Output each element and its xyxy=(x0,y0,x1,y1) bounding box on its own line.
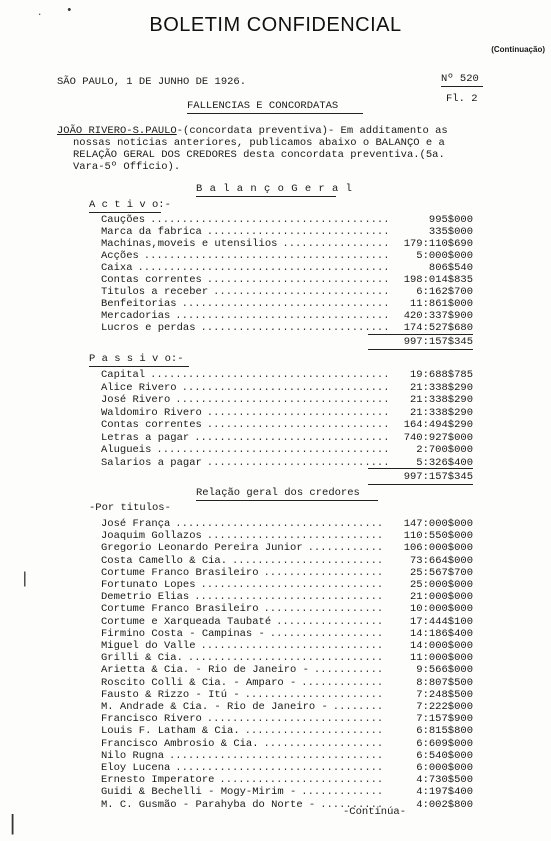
asset-row xyxy=(101,310,473,322)
creditor-row-amount: 4:197$400 xyxy=(416,786,473,799)
creditor-row xyxy=(101,786,473,798)
balance-title: B a l a n ç o G e r a l xyxy=(196,183,353,195)
creditor-row-amount: 73:664$000 xyxy=(409,554,473,567)
creditor-row-label: Costa Camello & Cia. xyxy=(101,554,228,567)
liability-row-amount: 164:494$290 xyxy=(403,419,473,431)
creditor-row-label: Cortume Franco Brasileiro xyxy=(101,603,259,616)
dot-leader: ...................... xyxy=(244,688,384,701)
liabilities-total: 997:157$345 xyxy=(403,471,473,483)
creditor-row-label: Ernesto Imperatore xyxy=(101,774,215,787)
creditor-row-label: Firmino Costa - Campinas - xyxy=(101,627,265,640)
creditor-row xyxy=(101,713,473,725)
assets-total-underline xyxy=(368,349,473,350)
dot-leader: ........................ xyxy=(232,554,384,567)
dot-leader: ............................. xyxy=(206,419,390,431)
liabilities-sum-rule xyxy=(368,468,473,469)
asset-row-amount: 420:337$900 xyxy=(403,310,473,322)
scan-mark: • xyxy=(66,5,73,17)
creditor-row xyxy=(101,701,473,713)
liability-row-amount: 21:338$290 xyxy=(409,406,473,419)
dot-leader: ............................. xyxy=(200,579,384,591)
creditors-title-underline xyxy=(196,500,378,501)
scan-mark: | xyxy=(20,570,30,588)
number-underline xyxy=(441,86,483,87)
asset-row xyxy=(101,274,473,286)
liability-row xyxy=(101,432,473,444)
assets-heading-underline xyxy=(89,212,161,213)
dot-leader: ............ xyxy=(307,542,384,555)
creditors-subheading: -Por titulos- xyxy=(89,502,171,514)
creditor-row-label: Gregorio Leonardo Pereira Junior xyxy=(101,542,303,555)
dot-leader: ............................ xyxy=(213,286,390,298)
dot-leader: ...................................... xyxy=(150,369,390,381)
creditor-row xyxy=(101,725,473,737)
creditor-row xyxy=(101,591,473,603)
liability-row-amount: 5:326$400 xyxy=(416,456,473,469)
liability-row-label: Alugueis xyxy=(101,444,152,456)
dot-leader: ................................. xyxy=(181,381,390,394)
dot-leader: ........ xyxy=(332,701,384,713)
asset-row xyxy=(101,250,473,262)
scan-mark: | xyxy=(6,812,20,837)
liabilities-heading: P a s s i v o:- xyxy=(89,353,184,365)
creditor-row-label: Cortume Franco Brasileiro xyxy=(101,566,259,579)
liability-row-amount: 19:688$785 xyxy=(409,369,473,381)
creditor-row-amount: 6:540$000 xyxy=(416,749,473,762)
creditor-row-amount: 4:730$500 xyxy=(416,774,473,787)
asset-row-label: Marca da fabrica xyxy=(101,226,202,238)
dot-leader: ............................. xyxy=(206,456,390,469)
creditor-row-label: Francisco Ambrosio & Cia. xyxy=(101,737,259,750)
intro-subject: JOÃO RIVERO-S.PAULO xyxy=(57,125,177,137)
creditor-row xyxy=(101,579,473,591)
creditor-row xyxy=(101,799,473,811)
dot-leader: ............................. xyxy=(200,640,384,652)
liabilities-heading-underline xyxy=(89,366,189,367)
creditor-row-label: Joaquim Gollazos xyxy=(101,530,202,543)
creditor-row xyxy=(101,555,473,567)
assets-sum-rule xyxy=(368,334,473,335)
creditor-row xyxy=(101,567,473,579)
asset-row xyxy=(101,322,473,334)
creditor-row xyxy=(101,750,473,762)
section-title: FALLENCIAS E CONCORDATAS xyxy=(187,100,339,112)
dot-leader: .............................. xyxy=(200,322,390,334)
creditor-row-amount: 14:000$000 xyxy=(409,640,473,652)
creditor-row-label: Francisco Rivero xyxy=(101,713,202,726)
creditor-row-amount: 7:222$000 xyxy=(416,701,473,713)
balance-title-underline xyxy=(196,196,336,197)
dot-leader: .................................. xyxy=(169,749,384,762)
dot-leader: .............................. xyxy=(194,591,384,604)
asset-row-label: Contas correntes xyxy=(101,274,202,286)
liability-row-amount: 21:338$290 xyxy=(409,381,473,394)
dot-leader: ............................... xyxy=(194,431,390,444)
assets-total: 997:157$345 xyxy=(403,336,473,348)
creditor-row xyxy=(101,542,473,554)
liability-row xyxy=(101,457,473,469)
dot-leader: .......... xyxy=(320,798,384,811)
continues-footer: -Continúa- xyxy=(343,806,407,818)
dot-leader: ................................. xyxy=(181,298,390,310)
creditor-row-amount: 106:000$000 xyxy=(403,542,473,555)
creditor-row xyxy=(101,603,473,615)
asset-row-amount: 5:000$000 xyxy=(416,250,473,262)
creditor-row-amount: 25:000$000 xyxy=(409,579,473,591)
creditor-row-amount: 7:157$900 xyxy=(416,713,473,726)
creditor-row xyxy=(101,762,473,774)
creditor-row xyxy=(101,774,473,786)
intro-line-3: RELAÇÃO GERAL DOS CREDORES desta concordata preventiva.(5a. xyxy=(73,149,445,161)
creditor-row xyxy=(101,677,473,689)
dot-leader: ........................................ xyxy=(137,262,390,274)
creditor-row-label: Grilli & Cia. xyxy=(101,652,183,665)
asset-row-label: Titulos a receber xyxy=(101,286,209,298)
asset-row-label: Cauções xyxy=(101,214,146,226)
dot-leader: ................................. xyxy=(175,518,384,530)
creditor-row-amount: 6:000$000 xyxy=(416,762,473,774)
place-date: SÃO PAULO, 1 DE JUNHO DE 1926. xyxy=(57,76,247,88)
asset-row-amount: 335$000 xyxy=(428,226,473,238)
creditor-row-label: Arietta & Cia. - Rio de Janeiro - xyxy=(101,664,309,677)
liability-row-label: Alice Rivero xyxy=(101,381,177,394)
asset-row xyxy=(101,226,473,238)
liability-row xyxy=(101,407,473,419)
liability-row xyxy=(101,382,473,394)
sheet-number: Fl. 2 xyxy=(446,93,478,105)
creditor-row xyxy=(101,689,473,701)
liability-row-amount: 740:927$000 xyxy=(403,431,473,444)
dot-leader: ............................. xyxy=(206,274,390,286)
creditor-row-amount: 8:807$500 xyxy=(416,676,473,689)
asset-row-label: Benfeitorias xyxy=(101,298,177,310)
creditor-row-label: Eloy Lucena xyxy=(101,762,171,774)
dot-leader: ..................................... xyxy=(156,444,390,456)
creditor-row-label: Louis F. Latham & Cia. xyxy=(101,725,240,738)
asset-row-amount: 174:527$680 xyxy=(403,322,473,334)
dot-leader: ............................... xyxy=(187,652,384,665)
liability-row-label: Waldomiro Rivero xyxy=(101,406,202,419)
asset-row-amount: 11:861$000 xyxy=(409,298,473,310)
creditor-row xyxy=(101,652,473,664)
dot-leader: ............................ xyxy=(206,530,384,543)
asset-row xyxy=(101,298,473,310)
asset-row xyxy=(101,262,473,274)
dot-leader: ................... xyxy=(263,603,384,616)
dot-leader: ................. xyxy=(282,238,390,250)
dot-leader: ............. xyxy=(301,676,384,689)
asset-row-amount: 179:110$690 xyxy=(403,238,473,250)
dot-leader: ................................. xyxy=(175,762,384,774)
creditor-row-amount: 14:186$400 xyxy=(409,627,473,640)
section-title-underline xyxy=(187,113,363,114)
creditor-row xyxy=(101,664,473,676)
dot-leader: .................. xyxy=(269,627,384,640)
dot-leader: ............................ xyxy=(206,713,384,726)
creditor-row xyxy=(101,628,473,640)
dot-leader: ............. xyxy=(301,786,384,799)
creditor-row-amount: 147:000$000 xyxy=(403,518,473,530)
asset-row-label: Lucros e perdas xyxy=(101,322,196,334)
liability-row xyxy=(101,419,473,431)
creditor-row-amount: 17:444$100 xyxy=(409,615,473,628)
continuation-label: (Continuação) xyxy=(491,45,545,54)
creditor-row-label: Guidi & Bechelli - Mogy-Mirim - xyxy=(101,786,297,799)
creditors-title: Relação geral dos credores xyxy=(196,487,360,499)
intro-line-1 xyxy=(57,125,448,137)
creditor-row xyxy=(101,530,473,542)
creditor-row-label: Fausto & Rizzo - Itú - xyxy=(101,688,240,701)
creditor-row-label: Roscito Colli & Cia. - Amparo - xyxy=(101,676,297,689)
dot-leader: ............................. xyxy=(206,406,390,419)
asset-row-amount: 6:162$700 xyxy=(416,286,473,298)
asset-row-amount: 806$540 xyxy=(428,262,473,274)
creditor-row-amount: 10:000$000 xyxy=(409,603,473,616)
intro-line-1-rest: -(concordata preventiva)- Em additamento as xyxy=(176,125,448,137)
dot-leader: ............................. xyxy=(206,226,390,238)
creditor-row xyxy=(101,616,473,628)
dot-leader: ...................... xyxy=(244,725,384,738)
creditor-row-amount: 21:000$000 xyxy=(409,591,473,604)
dot-leader: ................... xyxy=(263,737,384,750)
dot-leader: ...................................... xyxy=(150,214,390,226)
creditor-row-label: M. Andrade & Cia. - Rio de Janeiro - xyxy=(101,701,328,713)
creditor-row-label: Fortunato Lopes xyxy=(101,579,196,591)
asset-row-amount: 995$000 xyxy=(428,214,473,226)
asset-row-label: Machinas,moveis e utensilios xyxy=(101,238,278,250)
creditor-row-label: Cortume e Xarqueada Taubaté xyxy=(101,615,272,628)
creditor-row-label: M. C. Gusmão - Parahyba do Norte - xyxy=(101,798,316,811)
liability-row xyxy=(101,394,473,406)
creditor-row-amount: 7:248$500 xyxy=(416,688,473,701)
liability-row-label: José Rivero xyxy=(101,394,171,406)
creditor-row xyxy=(101,738,473,750)
liability-row-label: Contas correntes xyxy=(101,419,202,431)
creditor-row-amount: 4:002$800 xyxy=(416,798,473,811)
liability-row xyxy=(101,369,473,381)
dot-leader: .................................. xyxy=(175,310,390,322)
dot-leader: ................. xyxy=(276,615,384,628)
bulletin-title: BOLETIM CONFIDENCIAL xyxy=(149,14,402,36)
creditor-row-label: José França xyxy=(101,518,171,530)
liability-row-amount: 21:338$290 xyxy=(409,394,473,406)
creditor-row-label: Nilo Rugna xyxy=(101,749,165,762)
dot-leader: ....................................... xyxy=(143,250,390,262)
creditor-row-amount: 110:550$000 xyxy=(403,530,473,543)
bulletin-number: Nº 520 xyxy=(441,73,479,85)
dot-leader: ................... xyxy=(263,566,384,579)
creditor-row-amount: 11:000$000 xyxy=(409,652,473,665)
intro-line-2: nossas noticias anteriores, publicamos abaixo o BALANÇO e a xyxy=(73,137,445,149)
creditor-row-amount: 6:815$800 xyxy=(416,725,473,738)
creditor-row xyxy=(101,518,473,530)
liability-row-label: Letras a pagar xyxy=(101,431,190,444)
asset-row-label: Caixa xyxy=(101,262,133,274)
asset-row xyxy=(101,214,473,226)
dot-leader: .................................. xyxy=(175,394,390,406)
liability-row-label: Salarios a pagar xyxy=(101,456,202,469)
creditor-row-amount: 9:566$000 xyxy=(416,664,473,677)
intro-line-4: Vara-5º Officio). xyxy=(73,161,181,173)
creditor-row-label: Miguel do Valle xyxy=(101,640,196,652)
scan-mark: · xyxy=(37,10,43,20)
dot-leader: .......................... xyxy=(219,774,384,787)
liability-row xyxy=(101,444,473,456)
dot-leader: ........... xyxy=(313,664,384,677)
asset-row-amount: 198:014$835 xyxy=(403,274,473,286)
creditor-row-label: Demetrio Elias xyxy=(101,591,190,604)
liability-row-amount: 2:700$000 xyxy=(416,444,473,456)
asset-row xyxy=(101,238,473,250)
asset-row-label: Acções xyxy=(101,250,139,262)
asset-row-label: Mercadorias xyxy=(101,310,171,322)
creditor-row-amount: 25:567$700 xyxy=(409,566,473,579)
asset-row xyxy=(101,286,473,298)
liabilities-total-underline xyxy=(368,484,473,485)
assets-heading: A c t i v o:- xyxy=(89,199,171,211)
liability-row-label: Capital xyxy=(101,369,146,381)
creditor-row-amount: 6:609$000 xyxy=(416,737,473,750)
creditor-row xyxy=(101,640,473,652)
